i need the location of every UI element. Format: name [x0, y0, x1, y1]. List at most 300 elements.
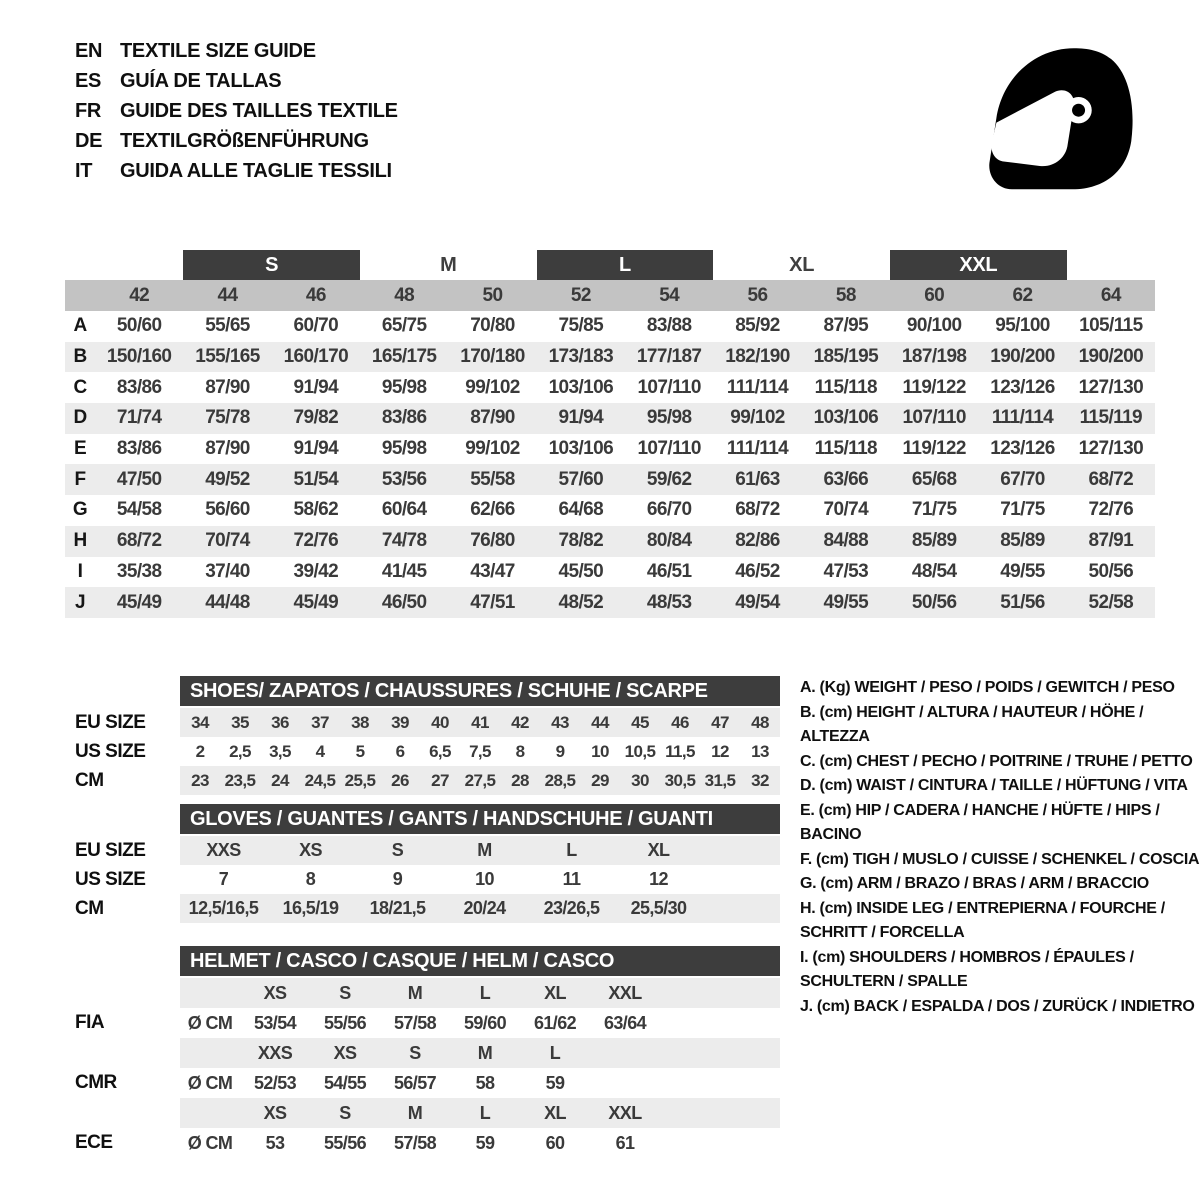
size-cell: XL: [544, 982, 566, 1003]
value-cell: 87/90: [470, 407, 515, 429]
value-cell: 53/54: [253, 1012, 297, 1033]
value-cell: 47/53: [823, 560, 869, 582]
value-cell: 32: [751, 770, 769, 790]
value-cell: 51/54: [293, 468, 339, 490]
value-cell: 185/195: [813, 346, 879, 368]
language-code: ES: [75, 69, 102, 92]
value-cell: 123/126: [990, 376, 1055, 398]
value-cell: 60/70: [293, 315, 339, 337]
value-cell: 12: [649, 869, 668, 889]
value-cell: 123/126: [990, 438, 1055, 460]
language-row: [75, 66, 398, 96]
value-cell: 40: [431, 712, 449, 732]
value-cell: 2: [195, 741, 205, 761]
value-cell: 66/70: [646, 499, 692, 521]
value-cell: 61: [615, 1132, 635, 1153]
value-cell: 74/78: [381, 530, 427, 552]
value-cell: 71/75: [911, 499, 957, 521]
value-cell: 65/68: [911, 468, 957, 490]
shoes-title-bar: SHOES/ ZAPATOS / CHAUSSURES / SCHUHE / SCARPE: [180, 676, 780, 706]
value-cell: 52/58: [1088, 591, 1134, 613]
size-cell: L: [479, 982, 491, 1003]
gloves-title-bar: GLOVES / GUANTES / GANTS / HANDSCHUHE / GUANTI: [180, 804, 780, 834]
value-cell: 54/58: [116, 499, 162, 521]
row-label: A: [73, 315, 87, 337]
helmet-value-row-ece: [65, 1128, 1155, 1158]
numeric-size: 58: [835, 284, 856, 306]
row-label: EU SIZE: [75, 711, 146, 733]
value-cell: 11,5: [665, 741, 695, 761]
gloves-grid: [180, 865, 780, 894]
value-cell: 9: [392, 869, 403, 889]
value-cell: 115/118: [814, 438, 878, 460]
apparel-size-table: [65, 250, 1155, 618]
value-cell: 5: [355, 741, 365, 761]
value-cell: 29: [591, 770, 609, 790]
value-cell: 75/85: [558, 315, 604, 337]
value-cell: 25,5/30: [630, 898, 687, 918]
measure-row-j: [65, 587, 1155, 618]
value-cell: 37/40: [205, 560, 250, 582]
value-cell: 23: [191, 770, 209, 790]
row-label: CM: [75, 897, 104, 919]
value-cell: 119/122: [902, 376, 966, 398]
value-cell: 55/56: [323, 1132, 367, 1153]
measure-row-i: [65, 557, 1155, 588]
value-cell: 47: [711, 712, 729, 732]
value-cell: 87/91: [1088, 530, 1134, 552]
value-cell: 107/110: [902, 407, 966, 429]
value-cell: 52/53: [253, 1072, 297, 1093]
helmet-value-grid: [180, 1008, 780, 1038]
row-label: I: [77, 560, 83, 582]
value-cell: XXS: [206, 840, 241, 860]
value-cell: 55/56: [323, 1012, 367, 1033]
value-cell: 45: [631, 712, 649, 732]
size-group-xxl: XXL: [890, 250, 1067, 280]
numeric-size: 56: [747, 284, 768, 306]
value-cell: 55/58: [470, 468, 515, 490]
value-cell: 177/187: [636, 346, 702, 368]
gloves-grid: [180, 894, 780, 923]
value-cell: 127/130: [1078, 438, 1144, 460]
value-cell: 84/88: [823, 530, 869, 552]
value-cell: 80/84: [646, 530, 692, 552]
row-label: CM: [75, 769, 104, 791]
value-cell: 38: [351, 712, 369, 732]
size-cell: XXL: [608, 982, 642, 1003]
value-cell: 87/90: [205, 376, 250, 398]
standard-label: FIA: [75, 1012, 105, 1033]
unit-cell: Ø CM: [187, 1132, 233, 1153]
value-cell: 46: [671, 712, 689, 732]
value-cell: 165/175: [371, 346, 437, 368]
language-title-list: [75, 36, 398, 186]
value-cell: 70/74: [823, 499, 869, 521]
value-cell: 45/49: [116, 591, 162, 613]
value-cell: 111/114: [991, 407, 1054, 429]
size-cell: XXL: [608, 1102, 642, 1123]
value-cell: 12,5/16,5: [188, 898, 259, 918]
value-cell: 99/102: [730, 407, 785, 429]
value-cell: 115/119: [1079, 407, 1143, 429]
value-cell: 60/64: [381, 499, 427, 521]
numeric-size: 50: [482, 284, 503, 306]
value-cell: 83/88: [646, 315, 692, 337]
value-cell: 119/122: [902, 438, 966, 460]
value-cell: 79/82: [293, 407, 339, 429]
legend-item: B. (cm) HEIGHT / ALTURA / HAUTEUR / HÖHE / ALTEZZA: [800, 703, 1144, 745]
numeric-size: 64: [1100, 284, 1121, 306]
helmet-value-grid: [180, 1128, 780, 1158]
shoes-grid: [180, 708, 780, 737]
numeric-size: 42: [129, 284, 150, 306]
standard-label: ECE: [75, 1132, 113, 1153]
value-cell: 91/94: [293, 438, 339, 460]
value-cell: 58/62: [293, 499, 339, 521]
value-cell: 24,5: [304, 770, 336, 790]
helmet-size-row-cmr: [65, 1038, 1155, 1068]
value-cell: 99/102: [465, 438, 520, 460]
size-cell: L: [549, 1042, 561, 1063]
value-cell: 50/56: [911, 591, 957, 613]
value-cell: 39/42: [293, 560, 339, 582]
value-cell: 95/100: [995, 315, 1050, 337]
value-cell: 47/51: [470, 591, 515, 613]
value-cell: 70/80: [470, 315, 515, 337]
value-cell: 83/86: [381, 407, 427, 429]
value-cell: 45/50: [558, 560, 604, 582]
value-cell: 72/76: [1088, 499, 1134, 521]
size-cell: XS: [263, 982, 287, 1003]
value-cell: 43: [551, 712, 569, 732]
value-cell: XS: [299, 840, 322, 860]
value-cell: 12: [711, 741, 729, 761]
numeric-size-header-row: [65, 280, 1155, 311]
value-cell: 7: [218, 869, 229, 889]
size-cell: S: [339, 982, 351, 1003]
value-cell: 28: [511, 770, 529, 790]
value-cell: 49/55: [1000, 560, 1045, 582]
value-cell: 9: [555, 741, 565, 761]
value-cell: 173/183: [548, 346, 614, 368]
value-cell: 46/50: [381, 591, 427, 613]
row-label: F: [74, 468, 86, 490]
value-cell: S: [391, 840, 404, 860]
numeric-size: 52: [570, 284, 591, 306]
value-cell: 23/26,5: [543, 898, 600, 918]
value-cell: 13: [751, 741, 769, 761]
value-cell: 68/72: [116, 530, 162, 552]
value-cell: XL: [647, 840, 670, 860]
size-cell: M: [407, 982, 423, 1003]
value-cell: 50/60: [116, 315, 162, 337]
unit-cell: Ø CM: [187, 1072, 233, 1093]
value-cell: 36: [271, 712, 289, 732]
value-cell: 49/52: [205, 468, 250, 490]
value-cell: 54/55: [323, 1072, 367, 1093]
size-cell: S: [339, 1102, 351, 1123]
value-cell: 182/190: [725, 346, 790, 368]
value-cell: 31,5: [704, 770, 736, 790]
value-cell: 16,5/19: [282, 898, 339, 918]
value-cell: 61/62: [533, 1012, 577, 1033]
language-title: TEXTILGRÖßENFÜHRUNG: [120, 129, 369, 152]
gloves-grid: [180, 836, 780, 865]
value-cell: 190/200: [1078, 346, 1144, 368]
value-cell: 56/57: [393, 1072, 437, 1093]
value-cell: 190/200: [990, 346, 1055, 368]
measure-row-g: [65, 495, 1155, 526]
measurement-rows: [65, 311, 1155, 618]
value-cell: 103/106: [548, 438, 614, 460]
value-cell: 28,5: [544, 770, 576, 790]
helmet-size-row-ece: [65, 1098, 1155, 1128]
helmet-size-grid: [180, 1038, 780, 1068]
language-row: [75, 126, 398, 156]
value-cell: 53: [265, 1132, 285, 1153]
value-cell: 90/100: [906, 315, 962, 337]
value-cell: 35/38: [116, 560, 162, 582]
size-cell: XS: [333, 1042, 357, 1063]
value-cell: 105/115: [1079, 315, 1143, 337]
value-cell: 27: [431, 770, 449, 790]
value-cell: [590, 1068, 660, 1098]
language-row: [75, 156, 398, 186]
helmet-size-grid: [180, 1098, 780, 1128]
size-cell: M: [407, 1102, 423, 1123]
helmet-value-grid: [180, 1068, 780, 1098]
row-label: EU SIZE: [75, 839, 146, 861]
value-cell: 35: [231, 712, 249, 732]
value-cell: 25,5: [344, 770, 376, 790]
measure-row-a: [65, 311, 1155, 342]
unit-cell: [180, 1038, 240, 1068]
value-cell: 20/24: [463, 898, 506, 918]
language-title: GUIDE DES TAILLES TEXTILE: [120, 99, 398, 122]
value-cell: 10: [475, 869, 494, 889]
value-cell: 71/75: [1000, 499, 1045, 521]
size-group-m: M: [440, 253, 457, 276]
value-cell: 39: [391, 712, 409, 732]
legend-item: H. (cm) INSIDE LEG / ENTREPIERNA / FOURCHE / SCHRITT / FORCELLA: [800, 899, 1165, 941]
value-cell: 44/48: [205, 591, 250, 613]
measure-row-h: [65, 526, 1155, 557]
value-cell: 49/55: [823, 591, 869, 613]
value-cell: 107/110: [637, 438, 701, 460]
corner-cell: [65, 280, 95, 311]
value-cell: 37: [311, 712, 329, 732]
value-cell: 76/80: [470, 530, 515, 552]
size-cell: XXS: [257, 1042, 293, 1063]
value-cell: 48/54: [911, 560, 957, 582]
value-cell: 63/66: [823, 468, 869, 490]
value-cell: 43/47: [470, 560, 515, 582]
helmet-size-grid: [180, 978, 780, 1008]
value-cell: 48/52: [558, 591, 604, 613]
value-cell: 59: [545, 1072, 565, 1093]
helmet-title-bar: HELMET / CASCO / CASQUE / HELM / CASCO: [180, 946, 780, 976]
unit-cell: Ø CM: [187, 1012, 233, 1033]
value-cell: 78/82: [558, 530, 604, 552]
legend-item: J. (cm) BACK / ESPALDA / DOS / ZURÜCK / INDIETRO: [800, 997, 1195, 1015]
value-cell: 87/95: [823, 315, 869, 337]
value-cell: 11: [562, 869, 581, 889]
measurement-legend: [800, 676, 1200, 1019]
legend-item: F. (cm) TIGH / MUSLO / CUISSE / SCHENKEL / COSCIA: [800, 850, 1200, 868]
legend-item: A. (Kg) WEIGHT / PESO / POIDS / GEWITCH / PESO: [800, 679, 1175, 696]
value-cell: 61/63: [735, 468, 780, 490]
value-cell: 44: [591, 712, 609, 732]
value-cell: 24: [271, 770, 289, 790]
value-cell: 46/52: [735, 560, 780, 582]
value-cell: 67/70: [1000, 468, 1045, 490]
measure-row-f: [65, 464, 1155, 495]
value-cell: 82/86: [735, 530, 780, 552]
value-cell: 85/92: [735, 315, 780, 337]
value-cell: 72/76: [293, 530, 339, 552]
language-code: DE: [75, 129, 103, 152]
numeric-size: 60: [924, 284, 945, 306]
size-group-l: L: [537, 250, 714, 280]
value-cell: 53/56: [381, 468, 427, 490]
size-cell: M: [477, 1042, 493, 1063]
value-cell: L: [566, 840, 577, 860]
language-title: GUÍA DE TALLAS: [120, 69, 282, 92]
value-cell: 58: [475, 1072, 495, 1093]
helmet-value-row-cmr: [65, 1068, 1155, 1098]
value-cell: 2,5: [229, 741, 251, 761]
value-cell: 64/68: [558, 499, 604, 521]
value-cell: 85/89: [1000, 530, 1045, 552]
value-cell: 55/65: [205, 315, 250, 337]
row-label: US SIZE: [75, 868, 146, 890]
language-code: IT: [75, 159, 93, 182]
shoes-grid: [180, 766, 780, 795]
value-cell: 8: [305, 869, 316, 889]
value-cell: 91/94: [293, 376, 339, 398]
size-cell: XL: [544, 1102, 566, 1123]
value-cell: 41/45: [381, 560, 427, 582]
value-cell: 160/170: [283, 346, 349, 368]
value-cell: 6,5: [429, 741, 451, 761]
value-cell: 57/58: [393, 1132, 437, 1153]
value-cell: 150/160: [106, 346, 172, 368]
value-cell: 47/50: [116, 468, 162, 490]
value-cell: 30,5: [664, 770, 696, 790]
value-cell: 57/60: [558, 468, 604, 490]
language-title: TEXTILE SIZE GUIDE: [120, 39, 316, 62]
size-cell: [590, 1038, 660, 1068]
value-cell: 56/60: [205, 499, 250, 521]
letter-size-header-row: [65, 250, 1155, 280]
value-cell: 103/106: [548, 376, 614, 398]
value-cell: 71/74: [116, 407, 162, 429]
value-cell: 4: [315, 741, 325, 761]
legend-item: D. (cm) WAIST / CINTURA / TAILLE / HÜFTUNG / VITA: [800, 777, 1188, 794]
numeric-size: 54: [659, 284, 680, 306]
value-cell: 59/60: [463, 1012, 507, 1033]
value-cell: 170/180: [460, 346, 525, 368]
language-code: FR: [75, 99, 102, 122]
value-cell: 10: [591, 741, 609, 761]
value-cell: 85/89: [911, 530, 957, 552]
measure-row-c: [65, 372, 1155, 403]
value-cell: 107/110: [637, 376, 701, 398]
numeric-size: 48: [394, 284, 415, 306]
value-cell: 127/130: [1078, 376, 1144, 398]
size-group-xl: XL: [789, 253, 815, 276]
value-cell: 50/56: [1088, 560, 1134, 582]
language-row: [75, 36, 398, 66]
value-cell: 10,5: [624, 741, 656, 761]
row-label: C: [73, 376, 87, 398]
value-cell: 59/62: [646, 468, 692, 490]
value-cell: 95/98: [646, 407, 692, 429]
size-cell: L: [479, 1102, 491, 1123]
value-cell: 34: [191, 712, 209, 732]
row-label: B: [73, 346, 87, 368]
value-cell: 99/102: [465, 376, 520, 398]
value-cell: 49/54: [735, 591, 780, 613]
numeric-size: 46: [305, 284, 326, 306]
value-cell: 75/78: [205, 407, 250, 429]
value-cell: 68/72: [735, 499, 780, 521]
value-cell: 65/75: [381, 315, 427, 337]
value-cell: 59: [475, 1132, 495, 1153]
value-cell: 60: [545, 1132, 565, 1153]
language-row: [75, 96, 398, 126]
value-cell: 87/90: [205, 438, 250, 460]
value-cell: 23,5: [224, 770, 256, 790]
value-cell: 103/106: [813, 407, 879, 429]
shoes-grid: [180, 737, 780, 766]
language-code: EN: [75, 39, 103, 62]
row-label: J: [75, 591, 85, 613]
value-cell: 6: [395, 741, 405, 761]
value-cell: 30: [631, 770, 649, 790]
legend-item: C. (cm) CHEST / PECHO / POITRINE / TRUHE / PETTO: [800, 752, 1193, 770]
value-cell: 83/86: [116, 438, 162, 460]
value-cell: 115/118: [814, 376, 878, 398]
unit-cell: [180, 1098, 240, 1128]
value-cell: 41: [471, 712, 489, 732]
value-cell: 45/49: [293, 591, 339, 613]
legend-item: G. (cm) ARM / BRAZO / BRAS / ARM / BRACCIO: [800, 875, 1149, 892]
value-cell: M: [477, 840, 492, 860]
racing-helmet-icon: [983, 42, 1140, 197]
size-cell: S: [409, 1042, 421, 1063]
row-label: H: [73, 530, 87, 552]
value-cell: 3,5: [269, 741, 291, 761]
value-cell: 95/98: [381, 438, 427, 460]
value-cell: 111/114: [726, 376, 789, 398]
numeric-size: 62: [1012, 284, 1033, 306]
legend-item: I. (cm) SHOULDERS / HOMBROS / ÉPAULES / SCHULTERN / SPALLE: [800, 948, 1134, 990]
value-cell: 91/94: [558, 407, 604, 429]
unit-cell: [180, 978, 240, 1008]
value-cell: 26: [391, 770, 409, 790]
value-cell: 42: [511, 712, 529, 732]
value-cell: 27,5: [464, 770, 496, 790]
measure-row-d: [65, 403, 1155, 434]
size-cell: XS: [263, 1102, 287, 1123]
measure-row-e: [65, 434, 1155, 465]
value-cell: 95/98: [381, 376, 427, 398]
measure-row-b: [65, 342, 1155, 373]
value-cell: 48/53: [646, 591, 692, 613]
row-label: E: [73, 438, 87, 460]
